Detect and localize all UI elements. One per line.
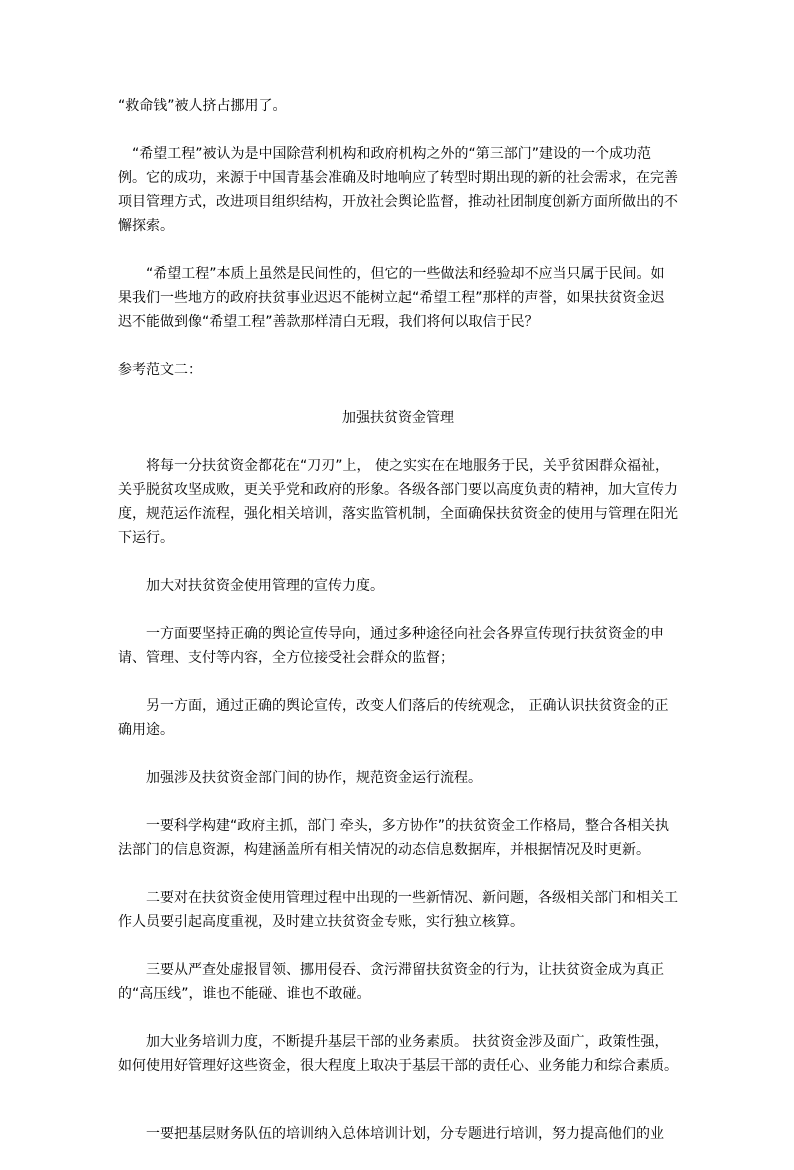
document-page xyxy=(118,94,678,1170)
paragraph-reference-essay-label: 参考范文二： xyxy=(118,362,202,378)
paragraph-hope-project-folk: “希望工程”本质上虽然是民间性的，但它的一些做法和经验却不应当只属于民间。如果我们一些地方的政府扶贫事业迟迟不能树立起“希望工程”那样的声誉，如果扶贫资金迟迟不能做到像“希望工程”善款那样清白无瑕，我们将何以取信于民？ xyxy=(118,266,665,330)
essay-title: 加强扶贫资金管理 xyxy=(342,410,454,426)
paragraph-heading-training: 加大业务培训力度，不断提升基层干部的业务素质。 扶贫资金涉及面广，政策性强，如何使用好管理好这些资金，很大程度上取决于基层干部的责任心、业务能力和综合素质。 xyxy=(118,1034,678,1074)
paragraph-heading-cooperation: 加强涉及扶贫资金部门间的协作，规范资金运行流程。 xyxy=(146,770,482,786)
paragraph-heading-publicity: 加大对扶贫资金使用管理的宣传力度。 xyxy=(146,578,384,594)
paragraph-cooperation-two: 二要对在扶贫资金使用管理过程中出现的一些新情况、新问题，各级相关部门和相关工作人员要引起高度重视，及时建立扶贫资金专账，实行独立核算。 xyxy=(118,890,678,930)
paragraph-training-one: 一要把基层财务队伍的培训纳入总体培训计划，分专题进行培训，努力提高他们的业 xyxy=(146,1126,664,1142)
paragraph-cooperation-three: 三要从严查处虚报冒领、挪用侵吞、贪污滞留扶贫资金的行为，让扶贫资金成为真正的“高压线”，谁也不能碰、谁也不敢碰。 xyxy=(118,962,664,1002)
paragraph-publicity-two: 另一方面，通过正确的舆论宣传，改变人们落后的传统观念， 正确认识扶贫资金的正确用途。 xyxy=(118,698,669,738)
paragraph-rescue-money: “救命钱”被人挤占挪用了。 xyxy=(118,98,287,114)
paragraph-intro: 将每一分扶贫资金都花在“刀刃”上， 使之实实在在地服务于民，关乎贫困群众福祉，关乎脱贫攻坚成败，更关乎党和政府的形象。各级各部门要以高度负责的精神，加大宣传力度，规范运作流程，强化相关培训，落实监管机制，全面确保扶贫资金的使用与管理在阳光下运行。 xyxy=(118,458,678,546)
paragraph-cooperation-one: 一要科学构建“政府主抓，部门 牵头，多方协作”的扶贫资金工作格局，整合各相关执法部门的信息资源，构建涵盖所有相关情况的动态信息数据库，并根据情况及时更新。 xyxy=(118,818,669,858)
paragraph-publicity-one: 一方面要坚持正确的舆论宣传导向，通过多种途径向社会各界宣传现行扶贫资金的申请、管理、支付等内容，全方位接受社会群众的监督； xyxy=(118,626,664,666)
paragraph-hope-project-success: “希望工程”被认为是中国除营利机构和政府机构之外的“第三部门”建设的一个成功范例。它的成功，来源于中国青基会准确及时地响应了转型时期出现的新的社会需求，在完善项目管理方式，改进项目组织结构，开放社会舆论监督，推动社团制度创新方面所做出的不懈探索。 xyxy=(118,146,678,234)
